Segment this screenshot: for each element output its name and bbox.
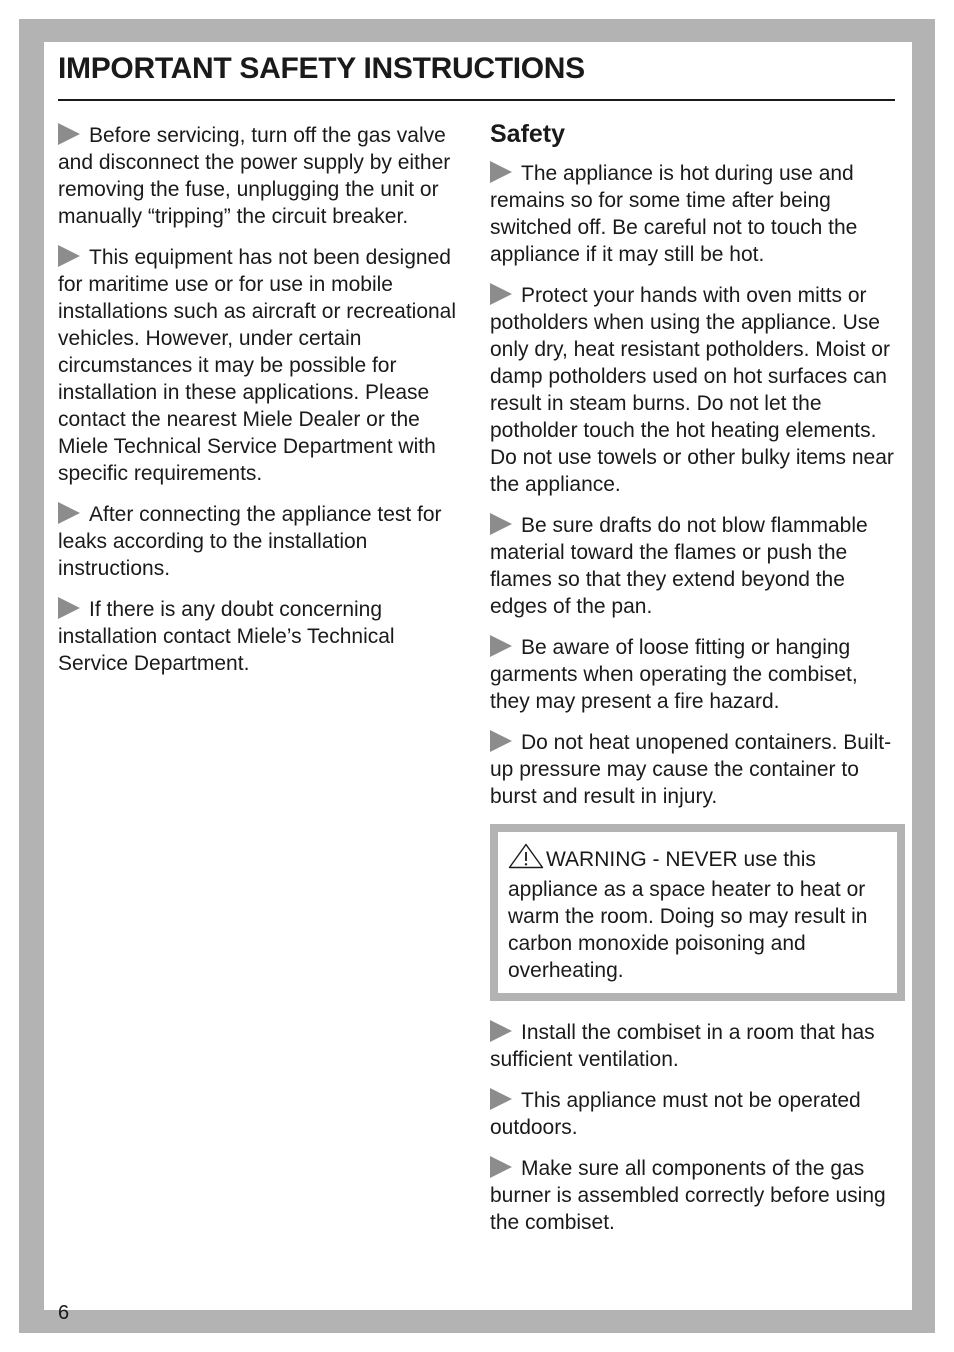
list-item <box>490 1155 900 1236</box>
item-text: Do not heat unopened containers. Built-up pressure may cause the container to burst and result in injury. <box>490 731 892 808</box>
triangle-bullet-icon <box>58 597 80 619</box>
list-item <box>490 160 900 268</box>
list-item <box>490 1019 900 1073</box>
title-rule <box>58 99 895 101</box>
item-text: Make sure all components of the gas burner is assembled correctly before using the combiset. <box>490 1157 886 1234</box>
list-item <box>490 282 900 498</box>
list-item <box>58 501 468 582</box>
list-item <box>58 244 468 487</box>
page-number: 6 <box>58 1302 70 1324</box>
triangle-bullet-icon <box>58 502 80 524</box>
triangle-bullet-icon <box>490 161 512 183</box>
triangle-bullet-icon <box>490 513 512 535</box>
item-text: Before servicing, turn off the gas valve and disconnect the power supply by either removing the fuse, unplugging the unit or manually “tripping” the circuit breaker. <box>58 124 451 228</box>
list-item <box>58 122 468 230</box>
warning-text: WARNING - NEVER use this appliance as a space heater to heat or warm the room. Doing so may result in carbon monoxide poisoning and overheating. <box>508 848 868 982</box>
triangle-bullet-icon <box>490 1156 512 1178</box>
left-column <box>58 122 468 691</box>
list-item <box>58 596 468 677</box>
list-item <box>490 634 900 715</box>
list-item <box>490 1087 900 1141</box>
item-text: This equipment has not been designed for maritime use or for use in mobile installations such as aircraft or recreational vehicles. However, under certain circumstances it may be possible for installation in these applications. Please contact the nearest Miele Dealer or the Miele Technical Service Department with specific requirements. <box>58 246 457 485</box>
page-title: IMPORTANT SAFETY INSTRUCTIONS <box>58 52 585 85</box>
triangle-bullet-icon <box>490 283 512 305</box>
triangle-bullet-icon <box>58 123 80 145</box>
right-column <box>490 118 900 1250</box>
triangle-bullet-icon <box>58 245 80 267</box>
warning-box <box>490 824 905 1001</box>
item-text: This appliance must not be operated outdoors. <box>490 1089 861 1139</box>
list-item <box>490 512 900 620</box>
item-text: The appliance is hot during use and remains so for some time after being switched off. Be careful not to touch the appliance if it may still be hot. <box>490 162 858 266</box>
list-item <box>490 729 900 810</box>
section-heading: Safety <box>490 120 566 148</box>
item-text: After connecting the appliance test for leaks according to the installation instructions. <box>58 503 442 580</box>
triangle-bullet-icon <box>490 730 512 752</box>
item-text: Be sure drafts do not blow flammable material toward the flames or push the flames so that they extend beyond the edges of the pan. <box>490 514 868 618</box>
triangle-bullet-icon <box>490 1088 512 1110</box>
item-text: Protect your hands with oven mitts or potholders when using the appliance. Use only dry, heat resistant potholders. Moist or damp potholders used on hot surfaces can result in steam burns. Do not let the potholder touch the hot heating elements. Do not use towels or other bulky items near the appliance. <box>490 284 894 496</box>
triangle-bullet-icon <box>490 635 512 657</box>
item-text: If there is any doubt concerning installation contact Miele’s Technical Service Department. <box>58 598 395 675</box>
item-text: Install the combiset in a room that has sufficient ventilation. <box>490 1021 875 1071</box>
triangle-bullet-icon <box>490 1020 512 1042</box>
item-text: Be aware of loose fitting or hanging garments when operating the combiset, they may present a fire hazard. <box>490 636 858 713</box>
warning-triangle-icon <box>508 843 544 876</box>
